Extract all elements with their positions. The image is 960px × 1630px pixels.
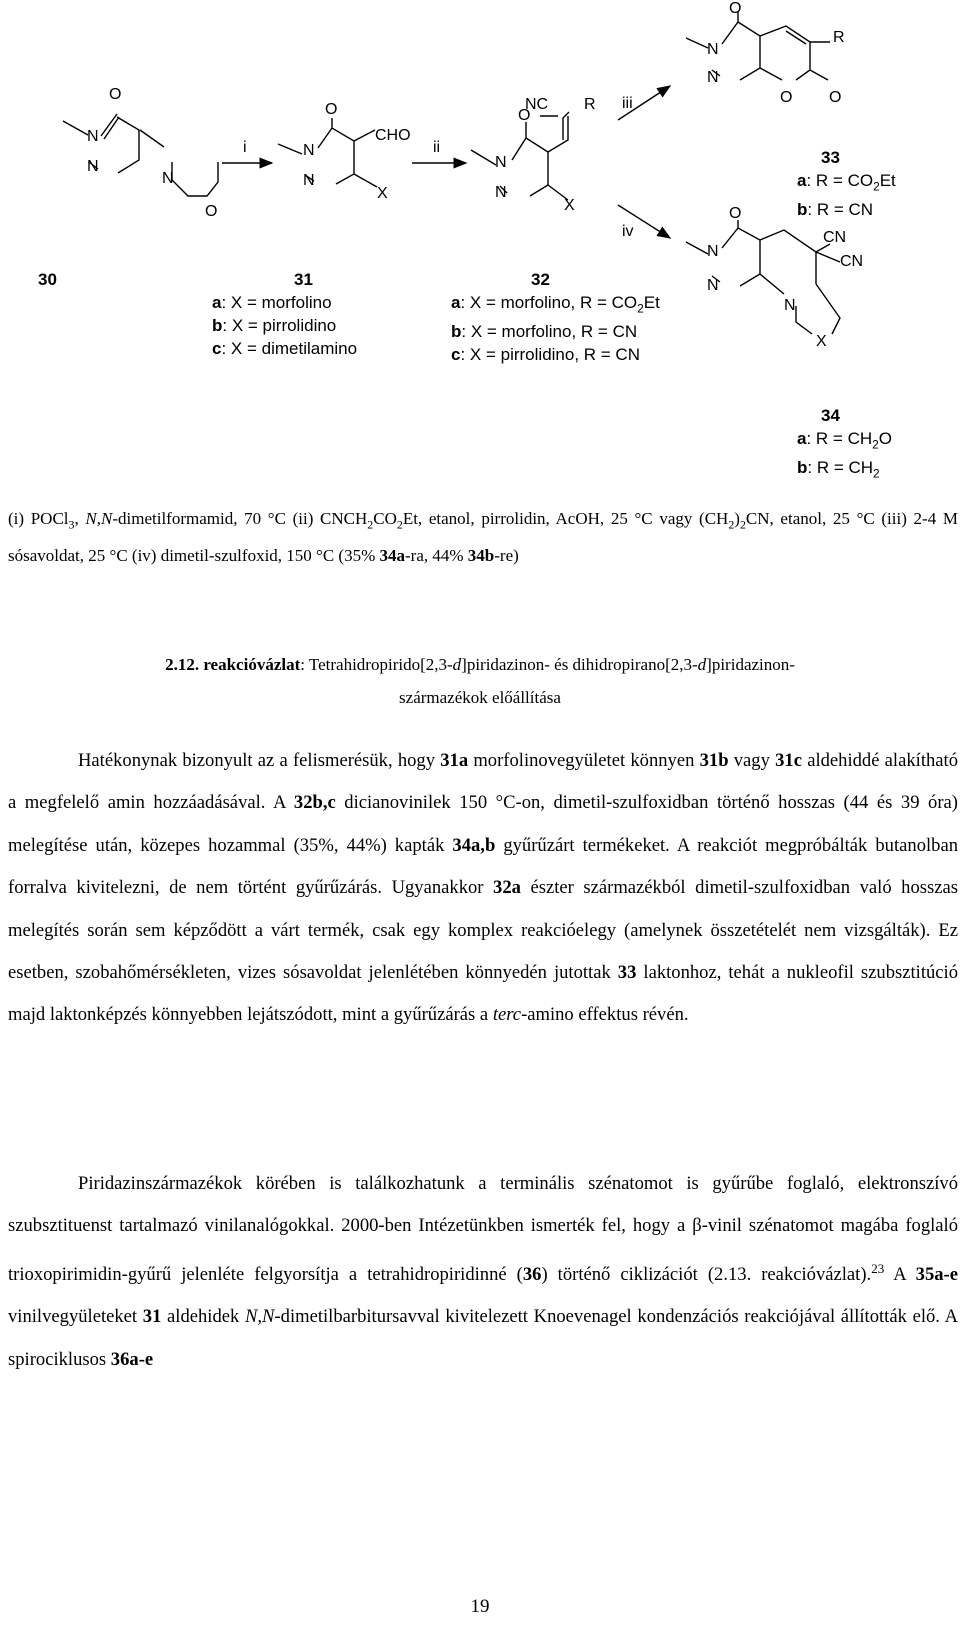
- atom-O: O: [205, 203, 218, 220]
- atom-R: R: [584, 96, 596, 113]
- caption-line-2: származékok előállítása: [399, 688, 561, 707]
- step-label-iv: iv: [622, 223, 634, 240]
- atom-CN: CN: [840, 253, 864, 270]
- atom-N: N: [303, 172, 315, 189]
- atom-N: N: [707, 277, 719, 294]
- step-label-ii: ii: [433, 139, 441, 156]
- atom-N: N: [87, 158, 99, 175]
- compound-34-label: [797, 404, 892, 486]
- atom-X: X: [377, 185, 388, 202]
- compound-33-number: 33: [821, 148, 840, 167]
- atom-O: O: [780, 89, 793, 106]
- structure-31: [278, 101, 411, 202]
- page-number: 19: [470, 1596, 490, 1617]
- compound-30-number: 30: [38, 270, 57, 289]
- compound-31-variant: a: X = morfolino: [212, 293, 332, 312]
- arrow-step-i: [222, 139, 272, 163]
- compound-31-number: 31: [294, 270, 313, 289]
- compound-32-variant: a: X = morfolino, $R = CO_2Et$: [451, 293, 660, 316]
- compound-31-label: [212, 268, 392, 360]
- structure-33: [686, 0, 845, 106]
- compound-34-number: 34: [821, 406, 840, 425]
- atom-N: N: [707, 243, 719, 260]
- structure-32: [471, 96, 596, 214]
- step-label-i: i: [243, 139, 247, 156]
- atom-O: O: [518, 107, 531, 124]
- atom-N: N: [784, 297, 796, 314]
- scheme-caption: [60, 648, 900, 714]
- atom-O: O: [729, 205, 742, 222]
- atom-N: N: [495, 154, 507, 171]
- atom-N: N: [303, 142, 315, 159]
- atom-O: O: [729, 0, 742, 17]
- arrow-step-iii: [618, 86, 670, 120]
- atom-CHO: CHO: [375, 127, 411, 144]
- atom-O: O: [109, 86, 122, 103]
- step-label-iii: iii: [622, 95, 633, 112]
- atom-N: N: [707, 41, 719, 58]
- compound-31-variant: b: X = pirrolidino: [212, 316, 337, 335]
- atom-O: O: [325, 101, 338, 118]
- compound-33-variant: a: $R = CO_2Et$: [797, 171, 896, 194]
- caption-line-1: 2.12. reakcióvázlat: Tetrahidropirido[2,3-d]piridazinon- és dihidropirano[2,3-d]piridazinon-: [165, 655, 795, 674]
- compound-32-variant: c: X = pirrolidino, R = CN: [451, 345, 640, 365]
- atom-NC: NC: [525, 96, 549, 113]
- atom-X: X: [816, 333, 827, 350]
- compound-33-label: [797, 146, 896, 221]
- atom-N: N: [87, 128, 99, 145]
- compound-32-label: [451, 268, 660, 366]
- atom-X: X: [564, 197, 575, 214]
- atom-N: N: [707, 69, 719, 86]
- compound-33-variant: b: R = CN: [797, 200, 874, 220]
- compound-34-variant: a: $R = CH_2O$: [797, 429, 892, 452]
- structure-34: [686, 205, 863, 350]
- paragraph-2: Piridazinszármazékok körében is találkozhatunk a terminális szénatomot is gyűrűbe foglaló, elektronszívó szubsztituenst tartalmazó vinilanalógokkal. 2000-ben Intézetünkben ismerték fel, hogy a β-vinil szénatomot magába foglaló trioxopirimidin-gyűrű jelenléte felgyorsítja a tetrahidropiridinné (36) történő ciklizációt (2.13. reakcióvázlat).$^{23}$ A 35a-e vinilvegyületeket 31 aldehidek N,N-dimetilbarbitursavval kivitelezett Knoevenagel kondenzációs reakciójával állították elő. A spirociklusos 36a-e: [8, 1173, 959, 1370]
- compound-32-variant: b: X = morfolino, R = CN: [451, 322, 638, 342]
- structure-30: [63, 86, 218, 220]
- compound-31-variant: c: X = dimetilamino: [212, 339, 358, 358]
- compound-32-number: 32: [531, 270, 550, 289]
- paragraph-1: Hatékonynak bizonyult az a felismerésük, hogy 31a morfolinovegyületet könnyen 31b vagy 31c aldehiddé alakítható a megfelelő amin hozzáadásával. A 32b,c dicianovinilek 150 °C-on, dimetil-szulfoxidban történő hosszas (44 és 39 óra) melegítése után, közepes hozammal (35%, 44%) kapták 34a,b gyűrűzárt termékeket. A reakciót megpróbálták butanolban forralva kivitelezni, de nem történt gyűrűzárás. Ugyanakkor 32a észter származékból dimetil-szulfoxidban való hosszas melegítés során sem képződött a várt termék, csak egy komplex reakcióelegy (amelynek összetételét nem vizsgálták). Ez esetben, szobahőmérsékleten, vizes sósavoldat jelenlétében könnyedén jutottak 33 laktonhoz, tehát a nukleofil szubsztitúció majd laktonképzés könnyebben lejátszódott, mint a gyűrűzárás a terc-amino effektus révén.: [8, 750, 959, 1026]
- atom-R: R: [833, 29, 845, 46]
- atom-N: N: [495, 184, 507, 201]
- atom-O: O: [829, 89, 842, 106]
- reaction-conditions: (i) POCl$_3$, N,N-dimetilformamid, 70 °C (ii) $CNCH_2CO_2Et$, etanol, pirrolidin, AcOH, 25 °C vagy $(CH_2)_2CN$, etanol, 25 °C (iii) 2-4 M sósavoldat, 25 °C (iv) dimetil-szulfoxid, 150 °C (35% 34a-ra, 44% 34b-re): [8, 509, 959, 566]
- arrow-step-iv: [618, 205, 670, 240]
- arrow-step-ii: [412, 139, 466, 163]
- atom-N: N: [162, 170, 174, 187]
- atom-CN: CN: [823, 229, 847, 246]
- compound-34-variant: b: $R = CH_2$: [797, 458, 880, 481]
